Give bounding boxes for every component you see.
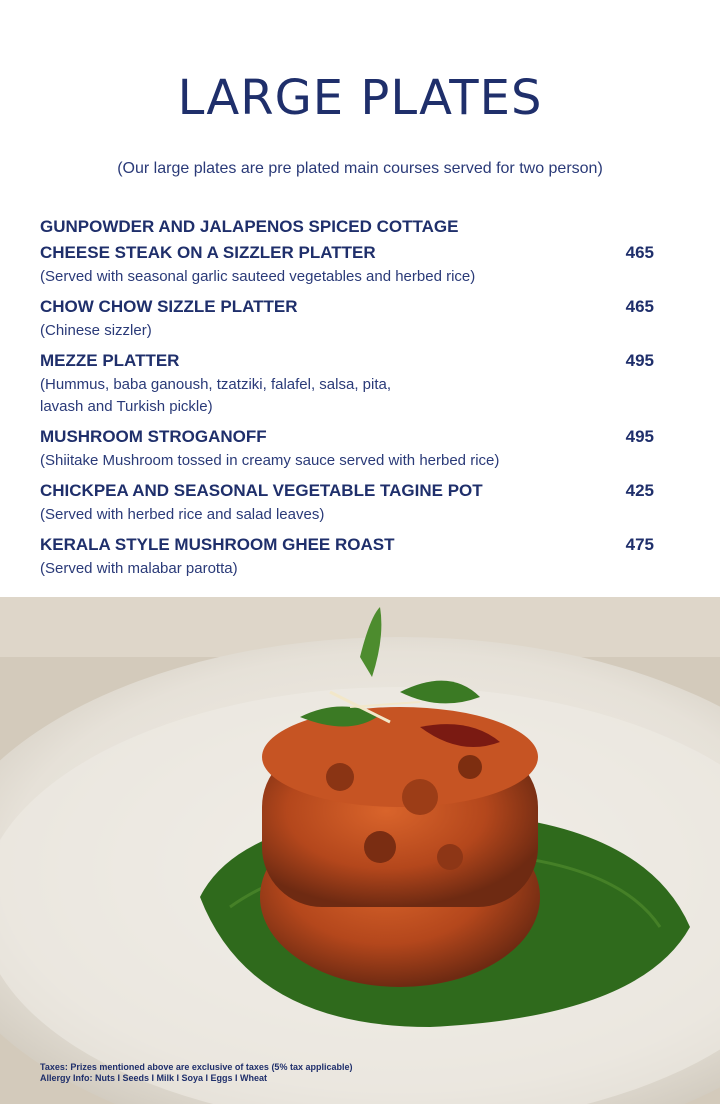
item-price: 495 [625, 351, 654, 370]
item-price: 465 [625, 243, 654, 262]
item-description: (Chinese sizzler) [40, 322, 152, 339]
item-description: (Served with malabar parotta) [40, 560, 238, 577]
item-name: MEZZE PLATTER [40, 351, 180, 370]
menu-item [40, 214, 654, 288]
menu-item [40, 478, 654, 526]
item-name: CHOW CHOW SIZZLE PLATTER [40, 297, 298, 316]
page-title: LARGE PLATES [177, 70, 543, 126]
item-name: KERALA STYLE MUSHROOM GHEE ROAST [40, 535, 395, 554]
menu-list [40, 214, 654, 586]
item-description: (Hummus, baba ganoush, tzatziki, falafel, salsa, pita, lavash and Turkish pickle) [40, 376, 392, 415]
item-description: (Shiitake Mushroom tossed in creamy sauce served with herbed rice) [40, 452, 500, 469]
tax-note: Taxes: Prizes mentioned above are exclusive of taxes (5% tax applicable) [40, 1062, 353, 1072]
item-name: CHICKPEA AND SEASONAL VEGETABLE TAGINE POT [40, 481, 483, 500]
page-subtitle: (Our large plates are pre plated main courses served for two person) [117, 160, 603, 177]
item-name: GUNPOWDER AND JALAPENOS SPICED COTTAGE CHEESE STEAK ON A SIZZLER PLATTER [40, 217, 459, 262]
menu-item [40, 532, 654, 580]
food-photo [0, 597, 720, 1104]
item-name: MUSHROOM STROGANOFF [40, 427, 267, 446]
menu-item [40, 424, 654, 472]
item-description: (Served with seasonal garlic sauteed vegetables and herbed rice) [40, 268, 476, 285]
footer-notes [40, 1062, 352, 1084]
allergy-note: Allergy Info: Nuts I Seeds I Milk I Soya I Eggs I Wheat [40, 1073, 268, 1083]
item-price: 495 [625, 427, 654, 446]
menu-item [40, 348, 654, 418]
item-price: 465 [625, 297, 654, 316]
item-price: 475 [625, 535, 654, 554]
item-description: (Served with herbed rice and salad leaves) [40, 506, 325, 523]
menu-item [40, 294, 654, 342]
food-illustration [0, 597, 720, 1104]
item-price: 425 [625, 481, 654, 500]
